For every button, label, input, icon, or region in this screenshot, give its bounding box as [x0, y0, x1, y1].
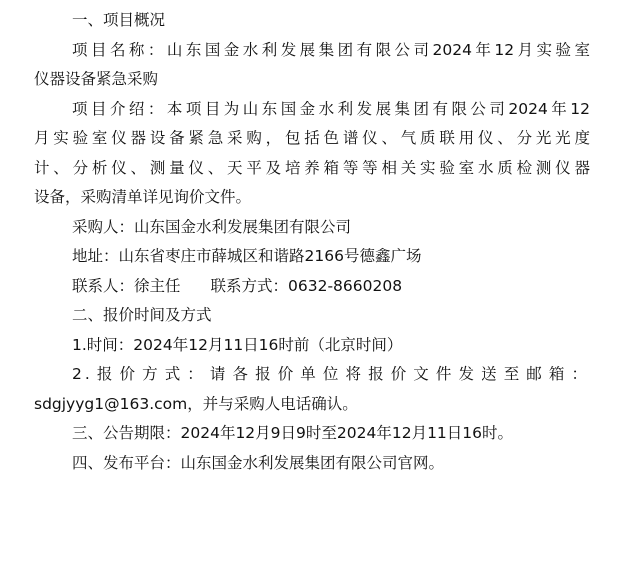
quote-method-line-1: 2.报价方式：请各报价单位将报价文件发送至邮箱：: [72, 365, 590, 383]
project-name-line-1: [34, 36, 590, 66]
announcement-period: 三、公告期限：2024年12月9日9时至2024年12月11日16时。: [72, 424, 514, 442]
project-intro-line-1: [34, 95, 590, 125]
project-intro-line-4: 设备，采购清单详见询价文件。: [34, 188, 252, 206]
project-name-line-2: 仪器设备紧急采购: [34, 70, 159, 88]
project-intro-text: 本项目为山东国金水利发展集团有限公司2024年12: [166, 99, 590, 118]
quote-method-line-2: sdgjyyg1@163.com，并与采购人电话确认。: [34, 394, 358, 413]
project-name-value: 山东国金水利发展集团有限公司2024年12月实验室: [166, 40, 590, 59]
section-heading-project-overview: 一、项目概况: [72, 11, 166, 29]
publishing-platform: 四、发布平台：山东国金水利发展集团有限公司官网。: [72, 453, 445, 472]
purchaser: 采购人：山东国金水利发展集团有限公司: [72, 217, 352, 236]
section-heading-quote-time-method: 二、报价时间及方式: [72, 306, 212, 324]
project-name-label: 项目名称：: [72, 40, 167, 59]
announcement-document: [34, 6, 590, 478]
contact-line: [34, 272, 590, 302]
contact-person: 联系人：徐主任: [72, 276, 181, 295]
contact-method: 联系方式：0632-8660208: [210, 276, 403, 295]
project-intro-line-2: 月实验室仪器设备紧急采购，包括色谱仪、气质联用仪、分光光度: [34, 129, 590, 147]
project-intro-label: 项目介绍：: [72, 99, 167, 118]
address: 地址：山东省枣庄市薛城区和谐路2166号德鑫广场: [72, 247, 422, 265]
project-intro-line-3: 计、分析仪、测量仪、天平及培养箱等等相关实验室水质检测仪器: [34, 158, 590, 177]
quote-time: 1.时间：2024年12月11日16时前（北京时间）: [72, 335, 403, 354]
